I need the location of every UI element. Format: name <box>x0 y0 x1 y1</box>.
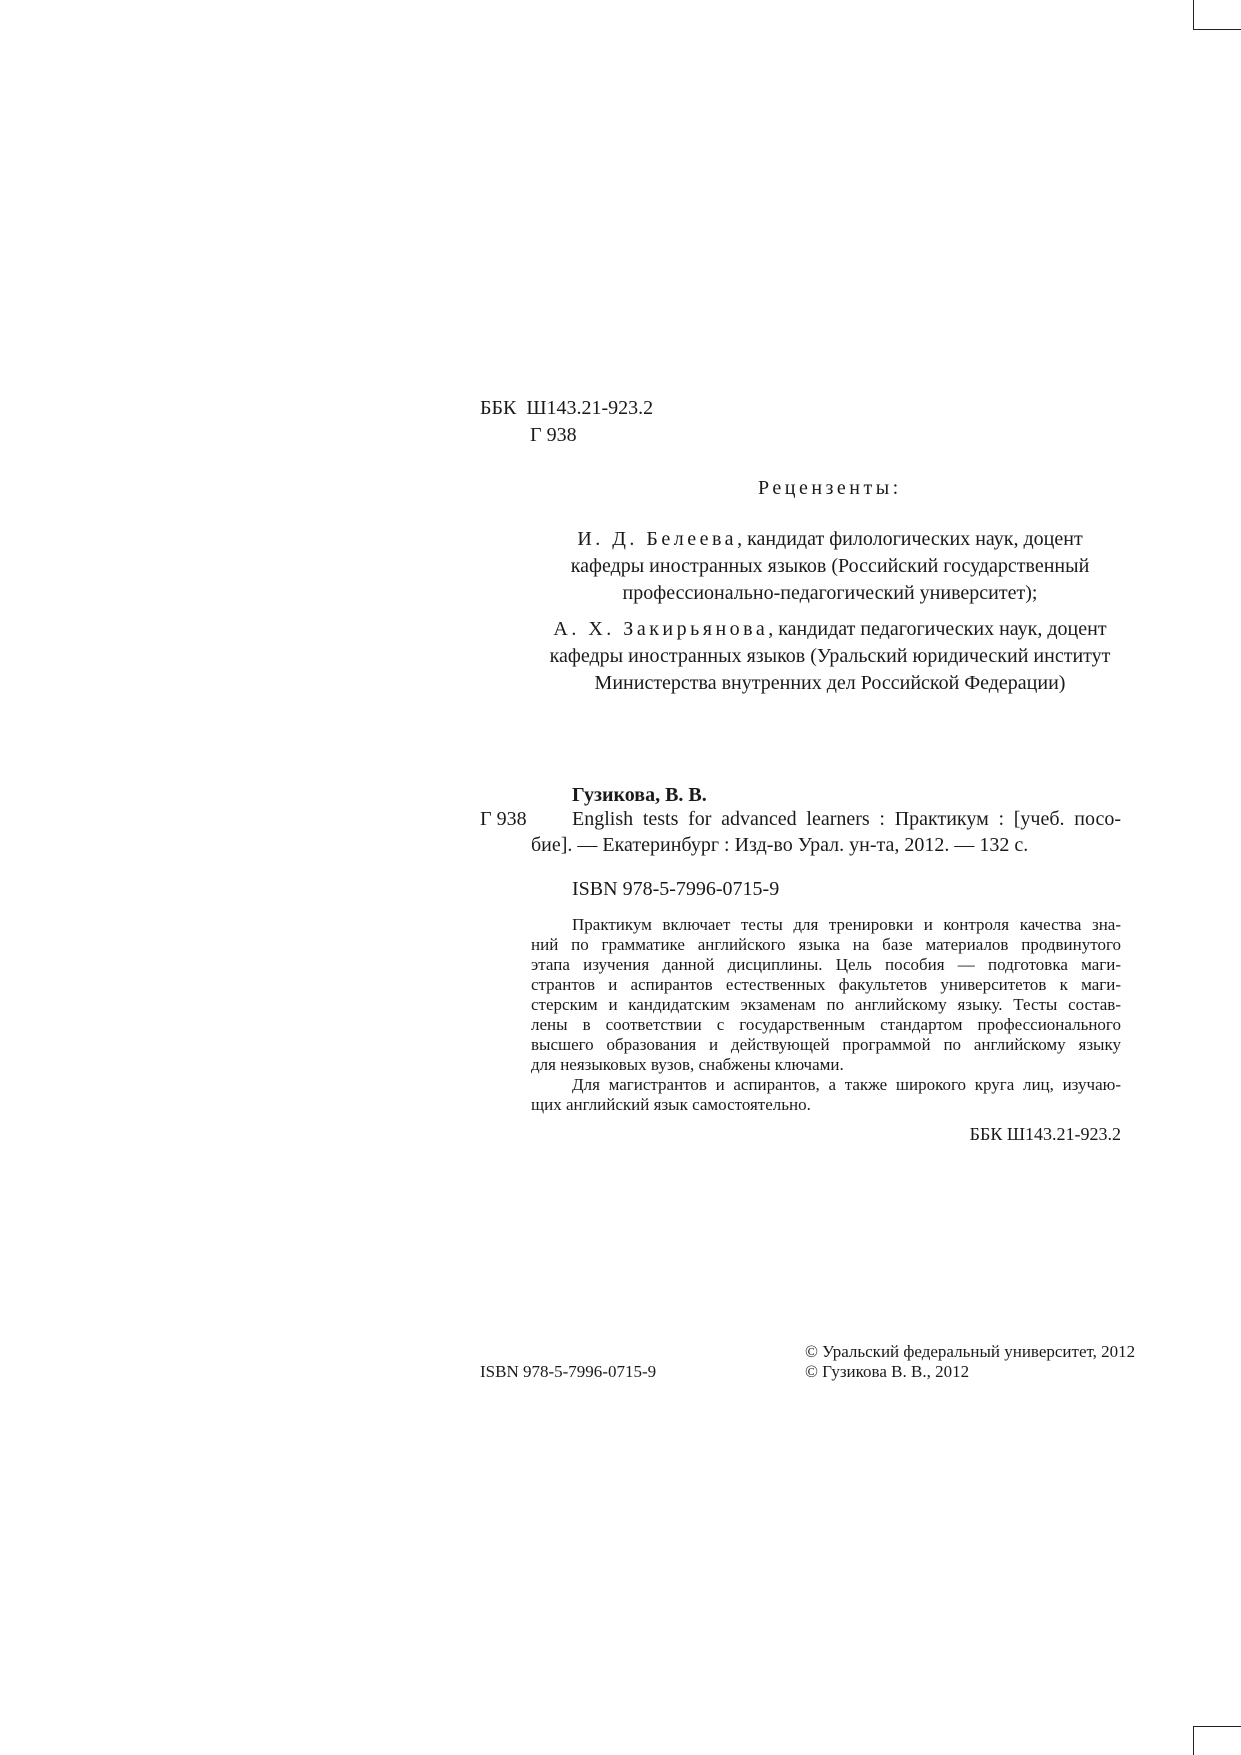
abstract-line: этапа изучения данной дисциплины. Цель пособия — подготовка маги- <box>531 955 1121 974</box>
footer-copyright: © Уральский федеральный университет, 2012 <box>805 1342 1136 1361</box>
abstract-line: высшего образования и действующей программой по английскому языку <box>531 1035 1121 1054</box>
abstract-line: щих английский язык самостоятельно. <box>531 1095 811 1114</box>
crop-mark-bottom-horizontal <box>1193 1726 1241 1727</box>
abstract-line: лены в соответствии с государственным стандартом профессионального <box>531 1015 1121 1034</box>
abstract-line: Для магистрантов и аспирантов, а также широкого круга лиц, изучаю- <box>572 1075 1121 1094</box>
abstract-line: для неязыковых вузов, снабжены ключами. <box>531 1055 844 1074</box>
bbk-label: ББК <box>480 397 517 419</box>
reviewers-heading: Рецензенты: <box>758 477 902 499</box>
record-isbn: ISBN 978-5-7996-0715-9 <box>572 878 780 900</box>
abstract <box>531 915 1121 1145</box>
reviewer-name: А. Х. Закирьянова <box>553 618 769 640</box>
record-title-line: English tests for advanced learners : Практикум : [учеб. посо- <box>572 808 1121 830</box>
crop-mark-top-vertical <box>1193 0 1194 30</box>
abstract-line: странтов и аспирантов естественных факультетов университетов к маги- <box>531 975 1121 994</box>
record-sign: Г 938 <box>480 808 527 830</box>
bbk-index <box>480 395 653 422</box>
crop-mark-bottom-vertical <box>1193 1726 1194 1755</box>
reviewer-entry: А. Х. Закирьянова, кандидат педагогических наук, доцент кафедры иностранных языков (Уральский юридический институт Министерства внутренних дел Российской Федерации) <box>549 618 1111 694</box>
abstract-line: ний по грамматике английского языка на базе материалов продвинутого <box>531 935 1121 954</box>
reviewer-entry: И. Д. Белеева, кандидат филологических наук, доцент кафедры иностранных языков (Российский государственный профессионально-педагогический университет); <box>570 528 1090 604</box>
footer-isbn: ISBN 978-5-7996-0715-9 <box>480 1362 657 1381</box>
bbk-author-sign: Г 938 <box>530 424 577 446</box>
footer-copyright: © Гузикова В. В., 2012 <box>805 1362 970 1381</box>
abstract-bbk: ББК Ш143.21-923.2 <box>969 1124 1121 1144</box>
record-author: Гузикова, В. В. <box>572 784 707 806</box>
crop-mark-top-horizontal <box>1193 29 1241 30</box>
record-title-line: бие]. — Екатеринбург : Изд-во Урал. ун-та, 2012. — 132 с. <box>531 834 1029 856</box>
abstract-line: Практикум включает тесты для тренировки и контроля качества зна- <box>572 915 1121 934</box>
abstract-line: стерским и кандидатским экзаменам по английскому языку. Тесты состав- <box>531 995 1121 1014</box>
reviewer-name: И. Д. Белеева <box>577 528 738 550</box>
bbk-code: Ш143.21-923.2 <box>526 397 654 419</box>
